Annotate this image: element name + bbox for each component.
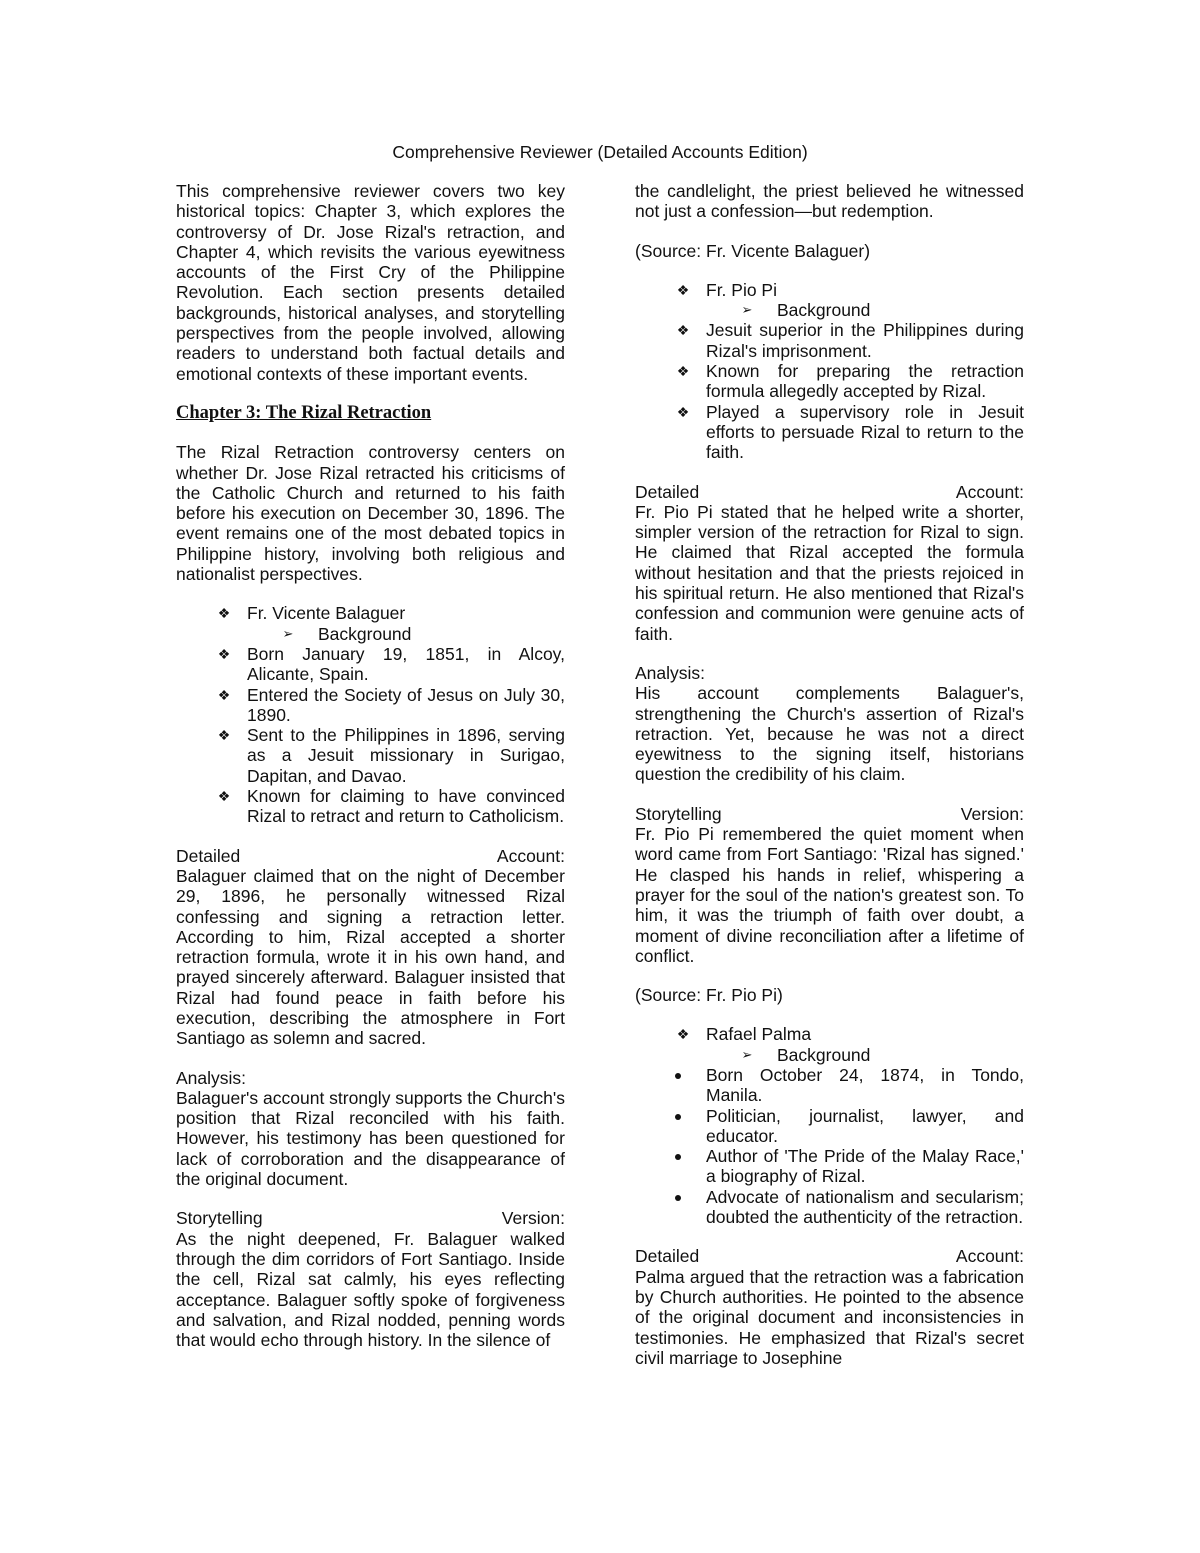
dot-bullet-icon: [675, 1073, 681, 1079]
diamond-bullet-icon: ❖: [217, 686, 231, 703]
dot-bullet-icon: [675, 1114, 681, 1120]
list-item: [635, 300, 1024, 320]
list-item: ❖ Known for preparing the retraction formula allegedly accepted by Rizal.: [635, 361, 1024, 402]
detailed-account-heading: Detailed Account:: [635, 1246, 1024, 1267]
list-item: [176, 603, 565, 623]
dot-bullet-icon: [675, 1195, 681, 1201]
storytelling-text: As the night deepened, Fr. Balaguer walked through the dim corridors of Fort Santiago. Inside the cell, Rizal sat calmly, his eyes reflecting acceptance. Balaguer softly spoke of forgiveness and salvation, and Rizal nodded, penning words that would echo through history. In the silence of: [176, 1228, 565, 1351]
right-column: [635, 181, 1024, 1368]
list-item: ❖ Entered the Society of Jesus on July 30, 1890.: [176, 685, 565, 726]
list-item: ❖ Known for claiming to have convinced Rizal to retract and return to Catholicism.: [176, 786, 565, 827]
storytelling-heading: Storytelling Version:: [176, 1208, 565, 1229]
detailed-account-text: Palma argued that the retraction was a fabrication by Church authorities. He pointed to the absence of the original document and inconsistencies in testimonies. He emphasized that Rizal's secret civil marriage to Josephine: [635, 1266, 1024, 1368]
diamond-bullet-icon: ❖: [217, 605, 231, 622]
list-item: Born October 24, 1874, in Tondo, Manila.: [635, 1065, 1024, 1106]
left-column: [176, 181, 565, 1350]
list-item: [635, 280, 1024, 300]
diamond-bullet-icon: ❖: [676, 403, 690, 420]
diamond-bullet-icon: ❖: [217, 645, 231, 662]
list-item: ❖ Sent to the Philippines in 1896, serving as a Jesuit missionary in Surigao, Dapitan, and Davao.: [176, 725, 565, 786]
diamond-bullet-icon: ❖: [676, 1026, 690, 1043]
list-item: ❖ Born January 19, 1851, in Alcoy, Alicante, Spain.: [176, 644, 565, 685]
diamond-bullet-icon: ❖: [217, 788, 231, 805]
dot-bullet-icon: [675, 1154, 681, 1160]
source-piopi: (Source: Fr. Pio Pi): [635, 985, 783, 1006]
list-item: ❖ Jesuit superior in the Philippines during Rizal's imprisonment.: [635, 320, 1024, 361]
intro-paragraph: This comprehensive reviewer covers two key historical topics: Chapter 3, which explores the controversy of Dr. Jose Rizal's retraction, and Chapter 4, which revisits the various eyewitness accounts of the First Cry of the Philippine Revolution. Each section presents detailed backgrounds, historical analyses, and storytelling perspectives from the people involved, allowing readers to understand both factual details and emotional contexts of these important events.: [176, 181, 565, 384]
detailed-account-text: Balaguer claimed that on the night of December 29, 1896, he personally witnessed Rizal confessing and signing a retraction letter. According to him, Rizal accepted a shorter retraction formula, wrote it in his own hand, and prayed sincerely afterward. Balaguer insisted that Rizal had found peace in faith before his execution, describing the atmosphere in Fort Santiago as solemn and sacred.: [176, 865, 565, 1049]
palma-list: [635, 1024, 1024, 1227]
analysis-text: His account complements Balaguer's, strengthening the Church's assertion of Rizal's retraction. Yet, because he was not a direct eyewitness to the signing itself, historians question the credibility of his claim.: [635, 683, 1024, 785]
person-name: Fr. Vicente Balaguer: [247, 603, 406, 624]
list-item: [176, 624, 565, 644]
detailed-account-heading: Detailed Account:: [176, 845, 565, 866]
balaguer-list: [176, 603, 565, 826]
diamond-bullet-icon: ❖: [217, 727, 231, 744]
analysis-heading: Analysis:: [635, 662, 706, 683]
arrow-bullet-icon: ➢: [741, 302, 753, 318]
list-item: Advocate of nationalism and secularism; doubted the authenticity of the retraction.: [635, 1187, 1024, 1228]
background-label: Background: [777, 300, 871, 321]
diamond-bullet-icon: ❖: [676, 281, 690, 298]
page-header: Comprehensive Reviewer (Detailed Accounts Edition): [392, 142, 808, 162]
background-label: Background: [777, 1044, 871, 1065]
storytelling-text-continued: the candlelight, the priest believed he witnessed not just a confession—but redemption.: [635, 181, 1024, 222]
list-item: [635, 1045, 1024, 1065]
storytelling-heading: Storytelling Version:: [635, 803, 1024, 824]
background-label: Background: [318, 623, 412, 644]
person-name: Rafael Palma: [706, 1024, 812, 1045]
analysis-text: Balaguer's account strongly supports the Church's position that Rizal reconciled with his faith. However, his testimony has been questioned for lack of corroboration and the disappearance of the original document.: [176, 1087, 565, 1190]
analysis-heading: Analysis:: [176, 1067, 247, 1088]
detailed-account-text: Fr. Pio Pi stated that he helped write a shorter, simpler version of the retraction for Rizal to sign. He claimed that Rizal accepted the formula without hesitation and that the priests rejoiced in his spiritual return. He also mentioned that Rizal's confession and communion were genuine acts of faith.: [635, 501, 1024, 644]
storytelling-text: Fr. Pio Pi remembered the quiet moment when word came from Fort Santiago: 'Rizal has signed.' He clasped his hands in relief, whispering a prayer for the soul of the nation's greatest son. To him, it was the triumph of faith over doubt, a moment of divine reconciliation after a lifetime of conflict.: [635, 824, 1024, 966]
chapter-3-heading: Chapter 3: The Rizal Retraction: [176, 402, 432, 423]
chapter-3-intro: The Rizal Retraction controversy centers on whether Dr. Jose Rizal retracted his criticisms of the Catholic Church and returned to his faith before his execution on December 30, 1896. The event remains one of the most debated topics in Philippine history, involving both religious and nationalist perspectives.: [176, 442, 565, 585]
list-item: ❖ Played a supervisory role in Jesuit efforts to persuade Rizal to return to the faith.: [635, 402, 1024, 463]
list-item: Author of 'The Pride of the Malay Race,' a biography of Rizal.: [635, 1146, 1024, 1187]
list-item: Politician, journalist, lawyer, and educator.: [635, 1106, 1024, 1147]
diamond-bullet-icon: ❖: [676, 363, 690, 380]
list-item: [635, 1024, 1024, 1044]
detailed-account-heading: Detailed Account:: [635, 481, 1024, 502]
person-name: Fr. Pio Pi: [706, 279, 777, 300]
arrow-bullet-icon: ➢: [282, 625, 294, 641]
arrow-bullet-icon: ➢: [741, 1046, 753, 1062]
source-balaguer: (Source: Fr. Vicente Balaguer): [635, 240, 871, 261]
piopi-list: [635, 280, 1024, 463]
diamond-bullet-icon: ❖: [676, 322, 690, 339]
